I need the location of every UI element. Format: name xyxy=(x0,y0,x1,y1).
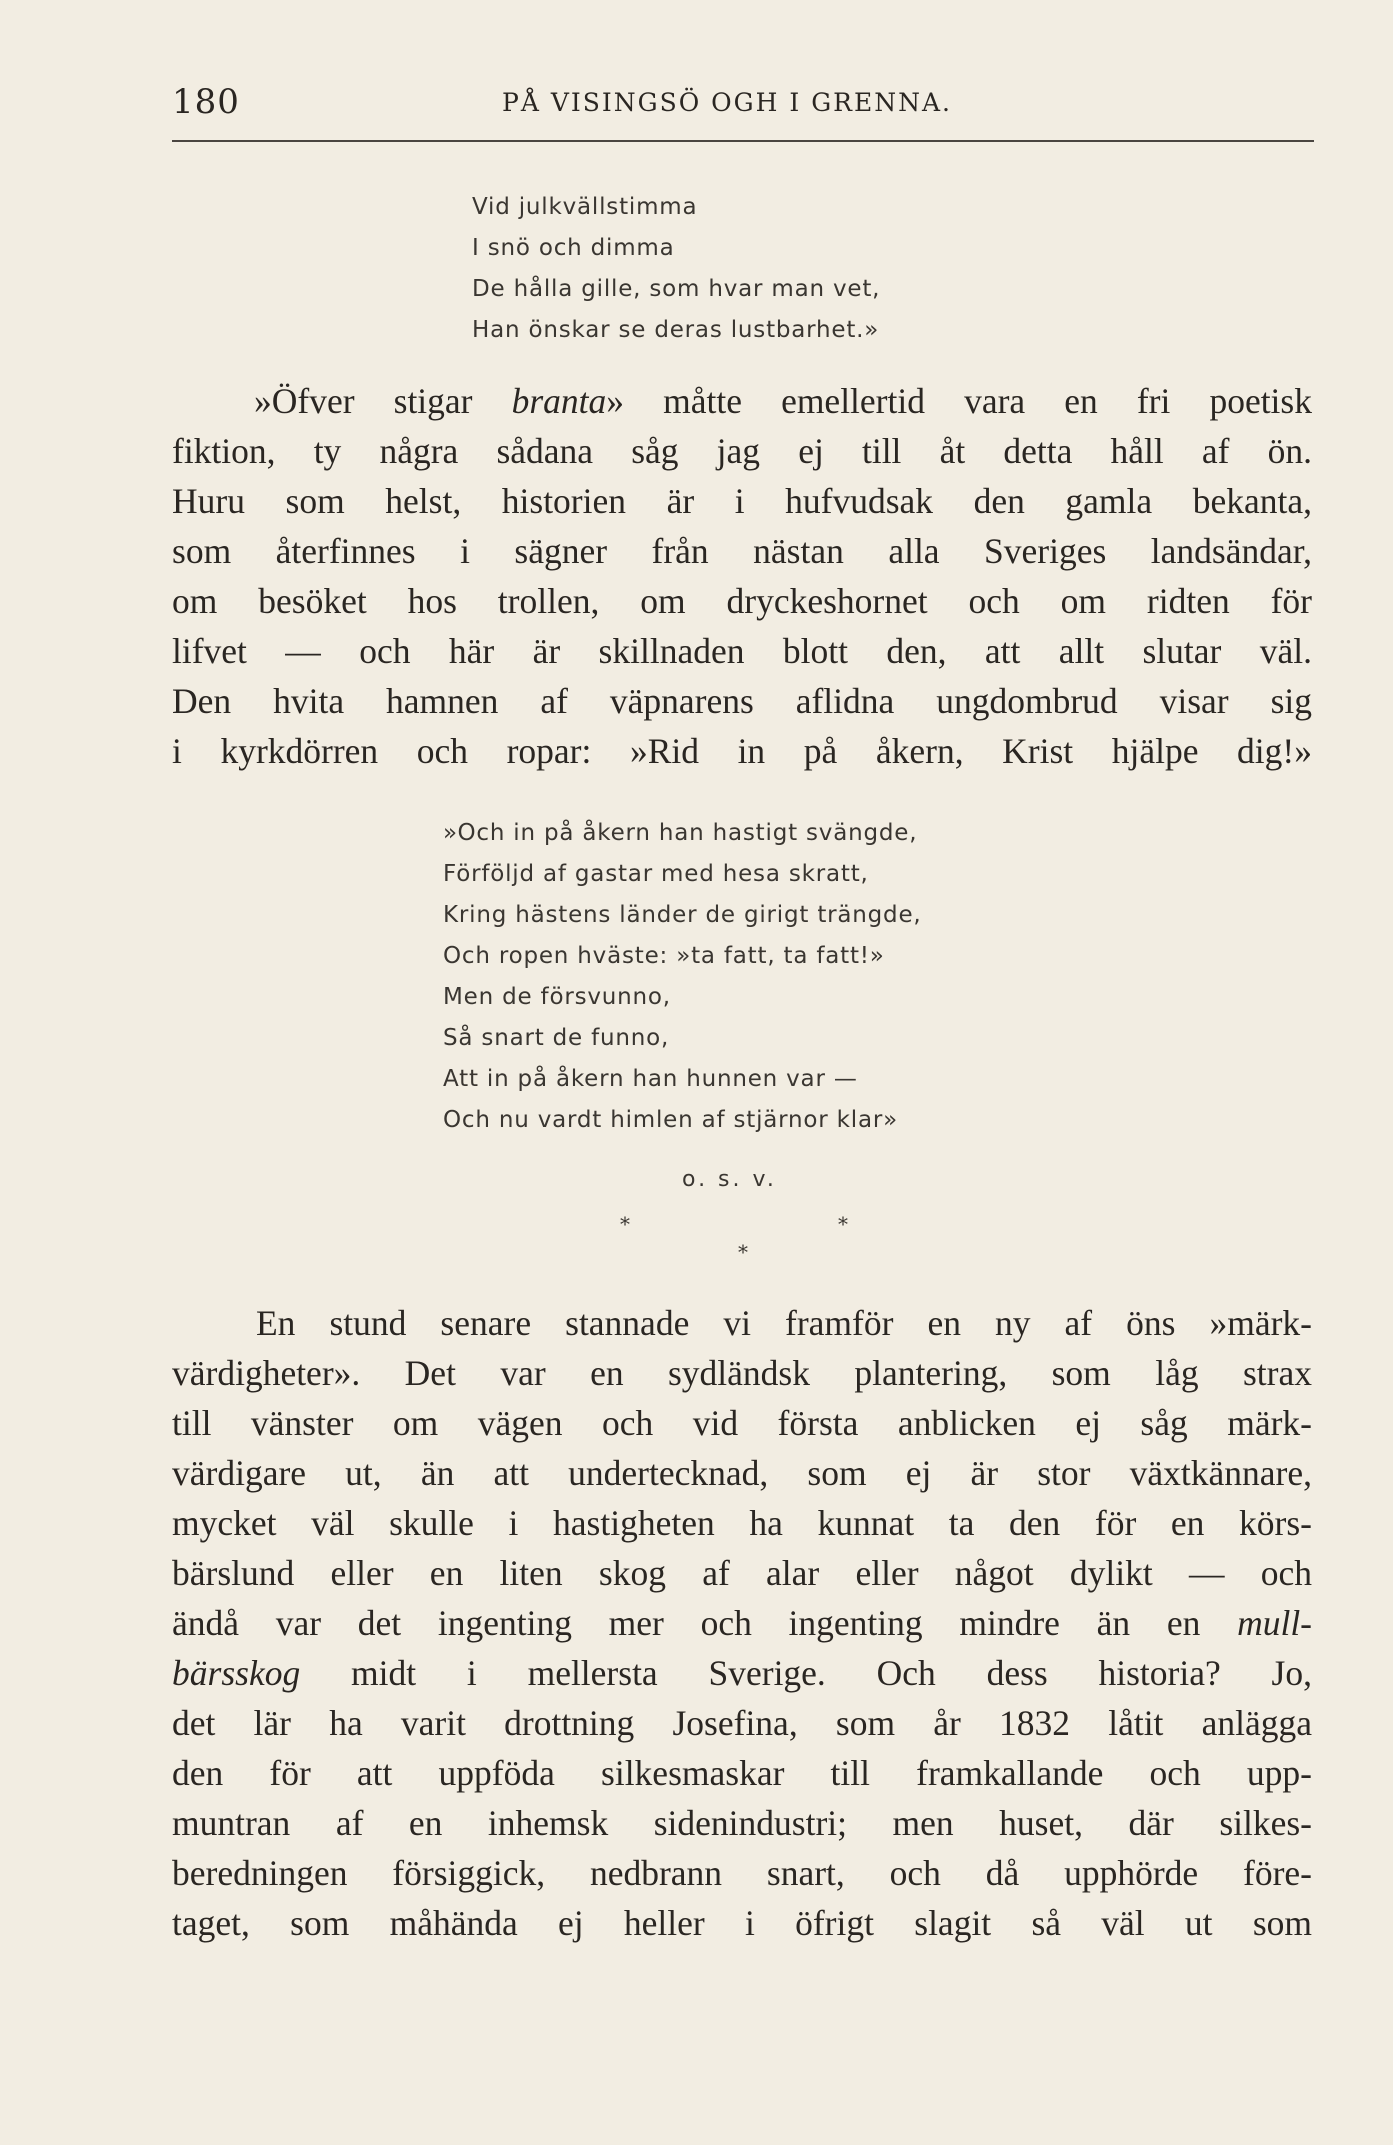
asterisk-bottom: * xyxy=(738,1240,748,1264)
prose-line: om besöket hos trollen, om dryckeshornet och om ridten för xyxy=(172,581,1312,621)
prose-line: En stund senare stannade vi framför en ny af öns »märk- xyxy=(256,1303,1312,1343)
page-header xyxy=(172,82,1314,142)
verse-signoff: o. s. v. xyxy=(682,1167,777,1192)
verse-line: Vid julkvällstimma xyxy=(472,194,698,220)
prose-line: värdigare ut, än att undertecknad, som ej är stor växtkännare, xyxy=(172,1453,1312,1493)
prose-text: » måtte emellertid vara en fri poetisk xyxy=(606,381,1312,421)
prose-text: midt i mellersta Sverige. Och dess historia? Jo, xyxy=(300,1653,1312,1693)
prose-line: muntran af en inhemsk sidenindustri; men huset, där silkes- xyxy=(172,1803,1312,1843)
header-rule xyxy=(172,140,1314,142)
verse-line: Kring hästens länder de girigt trängde, xyxy=(443,902,922,928)
prose-line: mycket väl skulle i hastigheten ha kunnat ta den för en körs- xyxy=(172,1503,1312,1543)
verse-line: Och ropen hväste: »ta fatt, ta fatt!» xyxy=(443,943,885,969)
prose-line xyxy=(172,1652,1312,1694)
verse-line: Men de försvunno, xyxy=(443,984,671,1010)
italic-word: mull- xyxy=(1237,1603,1312,1643)
prose-line: till vänster om vägen och vid första anblicken ej såg märk- xyxy=(172,1403,1312,1443)
verse-line: Han önskar se deras lustbarhet.» xyxy=(472,317,880,343)
prose-line: det lär ha varit drottning Josefina, som år 1832 låtit anlägga xyxy=(172,1703,1312,1743)
verse-line: Att in på åkern han hunnen var — xyxy=(443,1066,858,1092)
italic-word: branta xyxy=(511,381,607,421)
verse-line: De hålla gille, som hvar man vet, xyxy=(472,276,881,302)
prose-text: »Öfver stigar xyxy=(254,381,512,421)
prose-line xyxy=(172,1602,1312,1644)
prose-line: fiktion, ty några sådana såg jag ej till åt detta håll af ön. xyxy=(172,431,1312,471)
prose-line: i kyrkdörren och ropar: »Rid in på åkern, Krist hjälpe dig!» xyxy=(172,731,1312,771)
prose-line: beredningen försiggick, nedbrann snart, och då upphörde före- xyxy=(172,1853,1312,1893)
prose-line: Huru som helst, historien är i hufvudsak den gamla bekanta, xyxy=(172,481,1312,521)
verse-line: Förföljd af gastar med hesa skratt, xyxy=(443,861,869,887)
prose-line: bärslund eller en liten skog af alar eller något dylikt — och xyxy=(172,1553,1312,1593)
prose-line: Den hvita hamnen af väpnarens aflidna ungdombrud visar sig xyxy=(172,681,1312,721)
verse-line: Så snart de funno, xyxy=(443,1025,670,1051)
verse-line: Och nu vardt himlen af stjärnor klar» xyxy=(443,1107,898,1133)
prose-line: den för att uppföda silkesmaskar till framkallande och upp- xyxy=(172,1753,1312,1793)
section-asterism xyxy=(620,1212,860,1272)
prose-line: som återfinnes i sägner från nästan alla Sveriges landsändar, xyxy=(172,531,1312,571)
verse-line: I snö och dimma xyxy=(472,235,675,261)
prose-text: ändå var det ingenting mer och ingenting mindre än en xyxy=(172,1603,1238,1643)
italic-word: bärsskog xyxy=(172,1653,301,1693)
prose-line: värdigheter». Det var en sydländsk plantering, som låg strax xyxy=(172,1353,1312,1393)
verse-line: »Och in på åkern han hastigt svängde, xyxy=(443,820,918,846)
asterisk-right: * xyxy=(838,1212,848,1236)
page-number: 180 xyxy=(172,82,240,122)
running-head: PÅ VISINGSÖ OGH I GRENNA. xyxy=(502,88,952,117)
prose-line: taget, som måhända ej heller i öfrigt slagit så väl ut som xyxy=(172,1903,1312,1943)
prose-line xyxy=(254,380,1312,422)
asterisk-left: * xyxy=(620,1212,630,1236)
prose-line: lifvet — och här är skillnaden blott den, att allt slutar väl. xyxy=(172,631,1312,671)
